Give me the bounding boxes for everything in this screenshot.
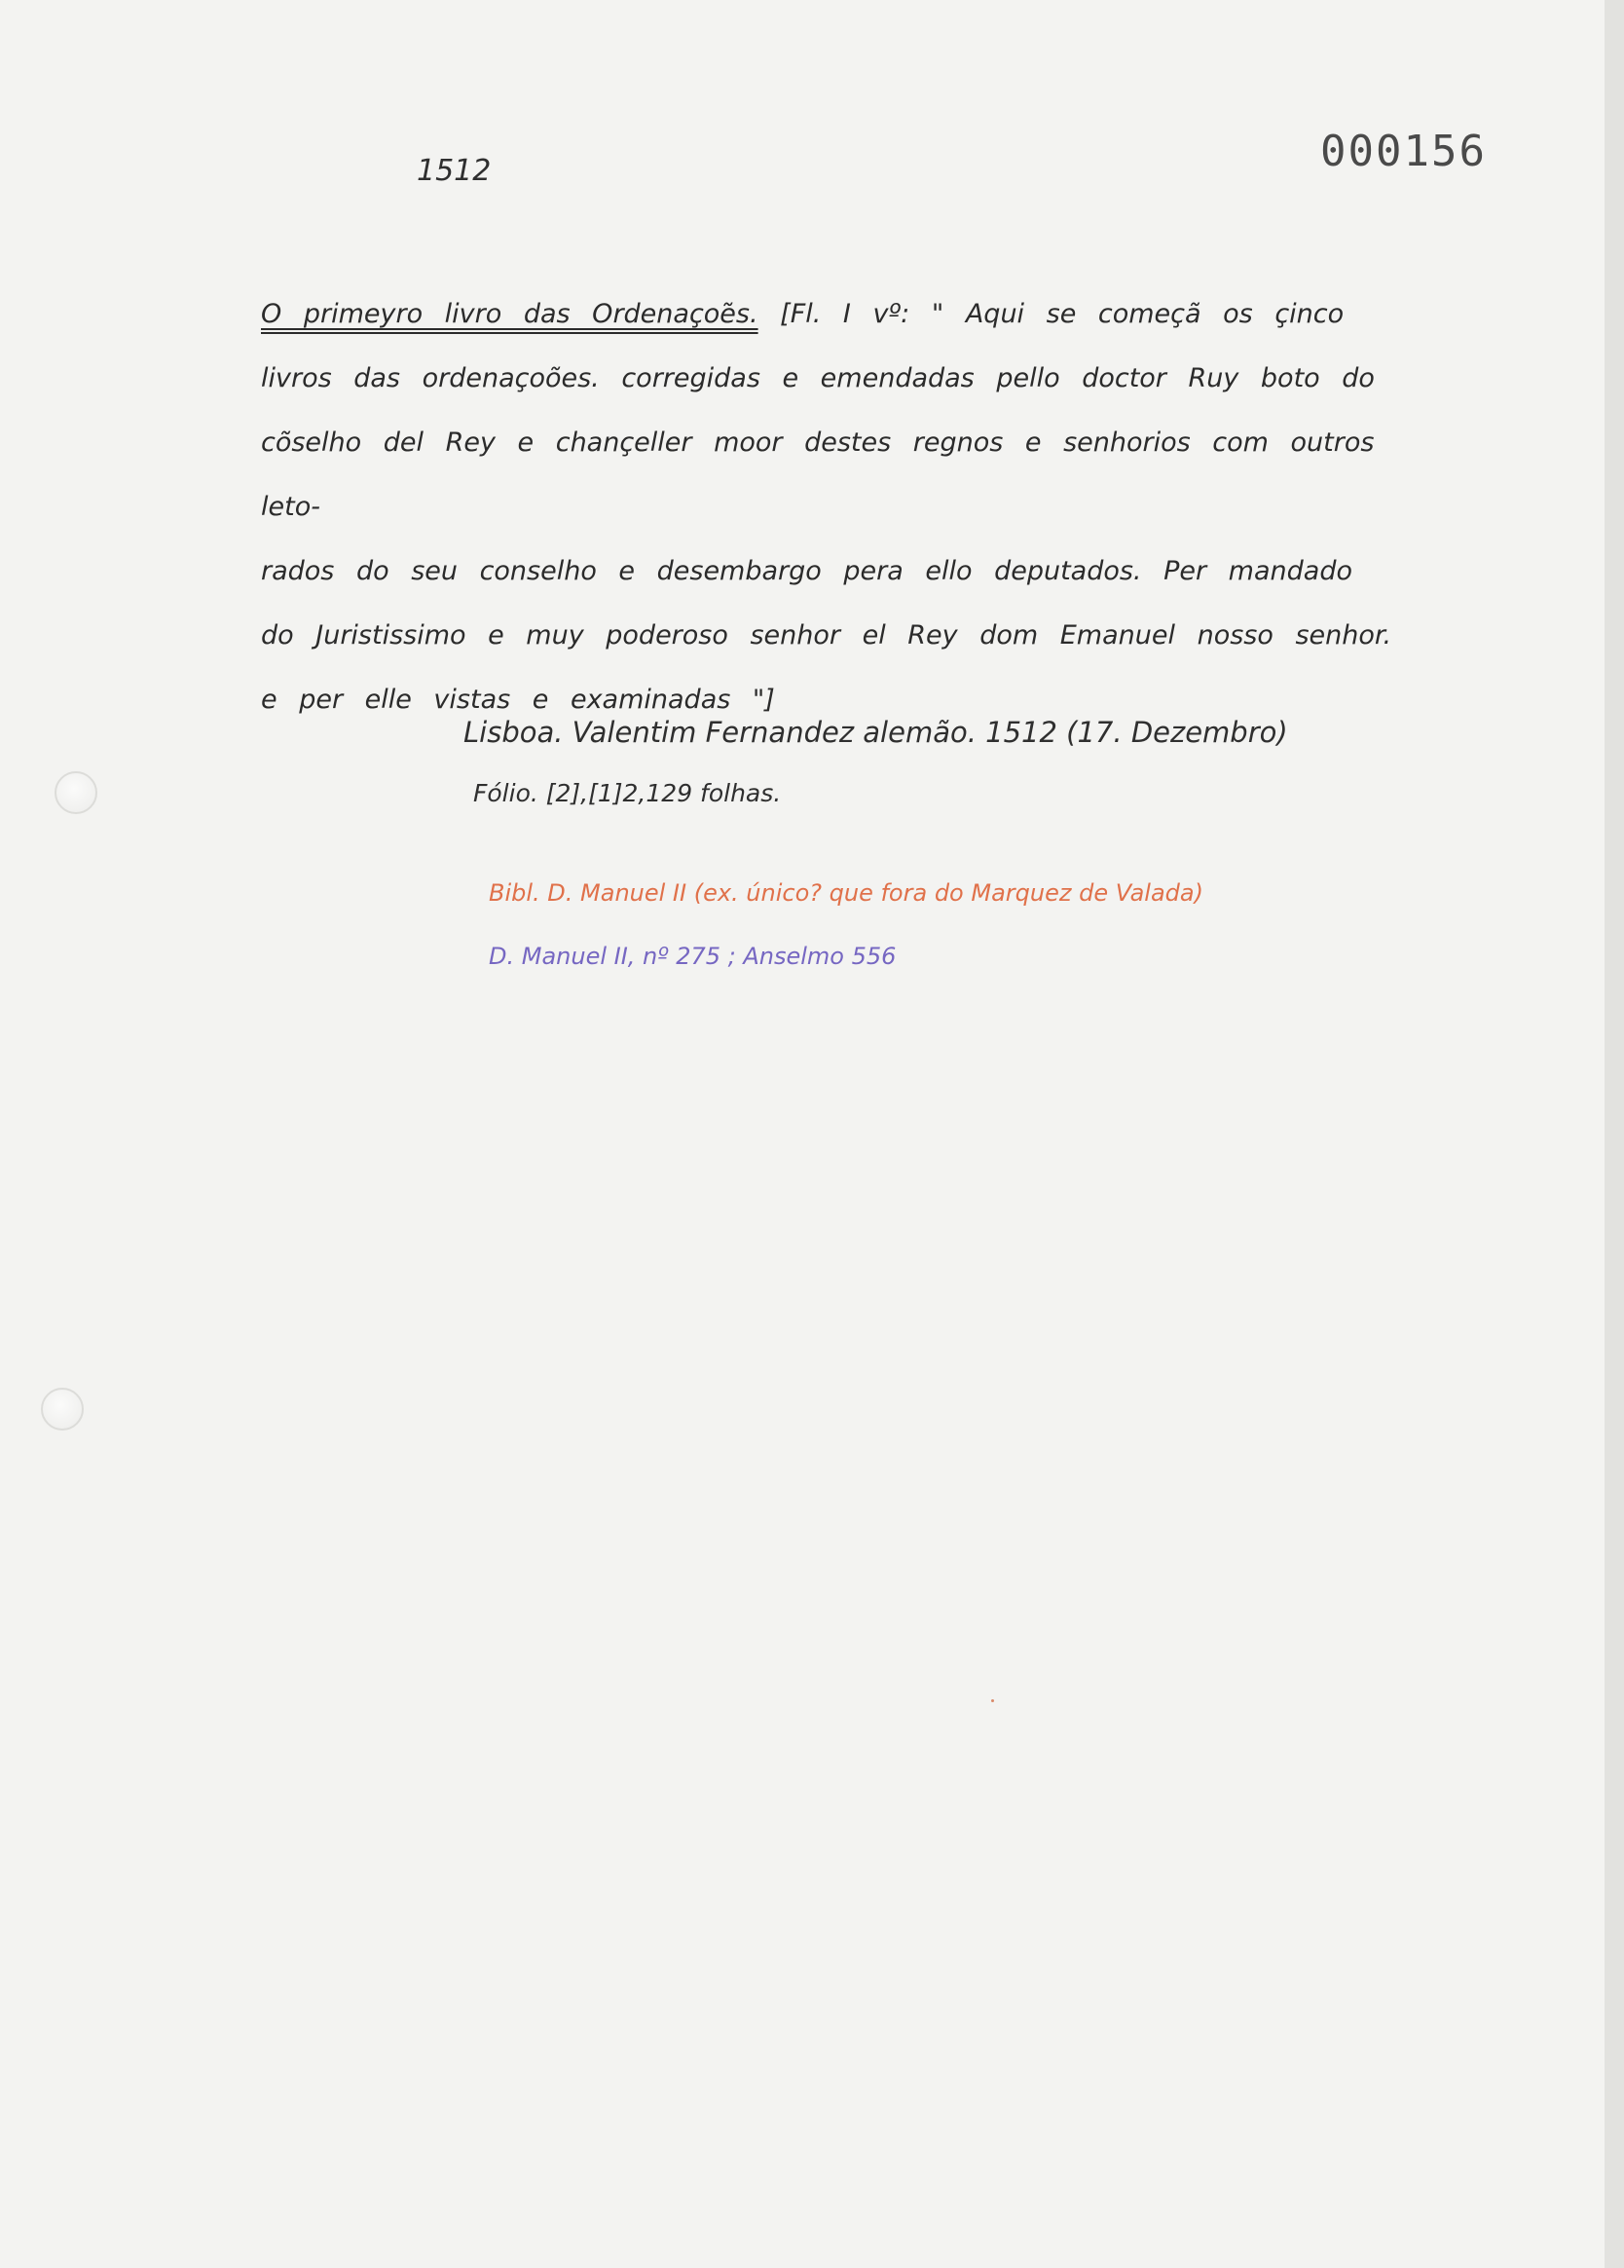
punch-hole	[41, 1388, 84, 1431]
catalogue-reference: D. Manuel II, nº 275 ; Anselmo 556	[489, 943, 897, 970]
page-edge	[1605, 0, 1624, 2268]
transcription-line-5: do Juristissimo e muy poderoso senhor el Rey dom Emanuel nosso senhor.	[261, 620, 1392, 651]
transcription-line-2: livros das ordenaçoões. corregidas e emendadas pello doctor Ruy boto do	[261, 363, 1375, 393]
transcription-line-1: [Fl. I vº: " Aqui se começã os çinco	[780, 299, 1345, 329]
transcription-line-4: rados do seu conselho e desembargo pera ello deputados. Per mandado	[261, 556, 1352, 586]
year-heading: 1512	[417, 154, 492, 188]
book-title: O primeyro livro das Ordenaçoẽs.	[261, 299, 758, 329]
collation-line: Fólio. [2],[1]2,129 folhas.	[473, 779, 782, 807]
sheet-number-stamp: 000156	[1320, 127, 1487, 176]
entry-body	[261, 282, 1429, 732]
transcription-line-6: e per elle vistas e examinadas "]	[261, 685, 775, 715]
ink-speck	[991, 1699, 994, 1702]
imprint-line: Lisboa. Valentim Fernandez alemão. 1512 (17. Dezembro)	[463, 716, 1288, 749]
transcription-line-3: cõselho del Rey e chançeller moor destes regnos e senhorios com outros leto-	[261, 428, 1375, 522]
library-note: Bibl. D. Manuel II (ex. único? que fora do Marquez de Valada)	[489, 879, 1203, 907]
punch-hole	[55, 771, 97, 814]
